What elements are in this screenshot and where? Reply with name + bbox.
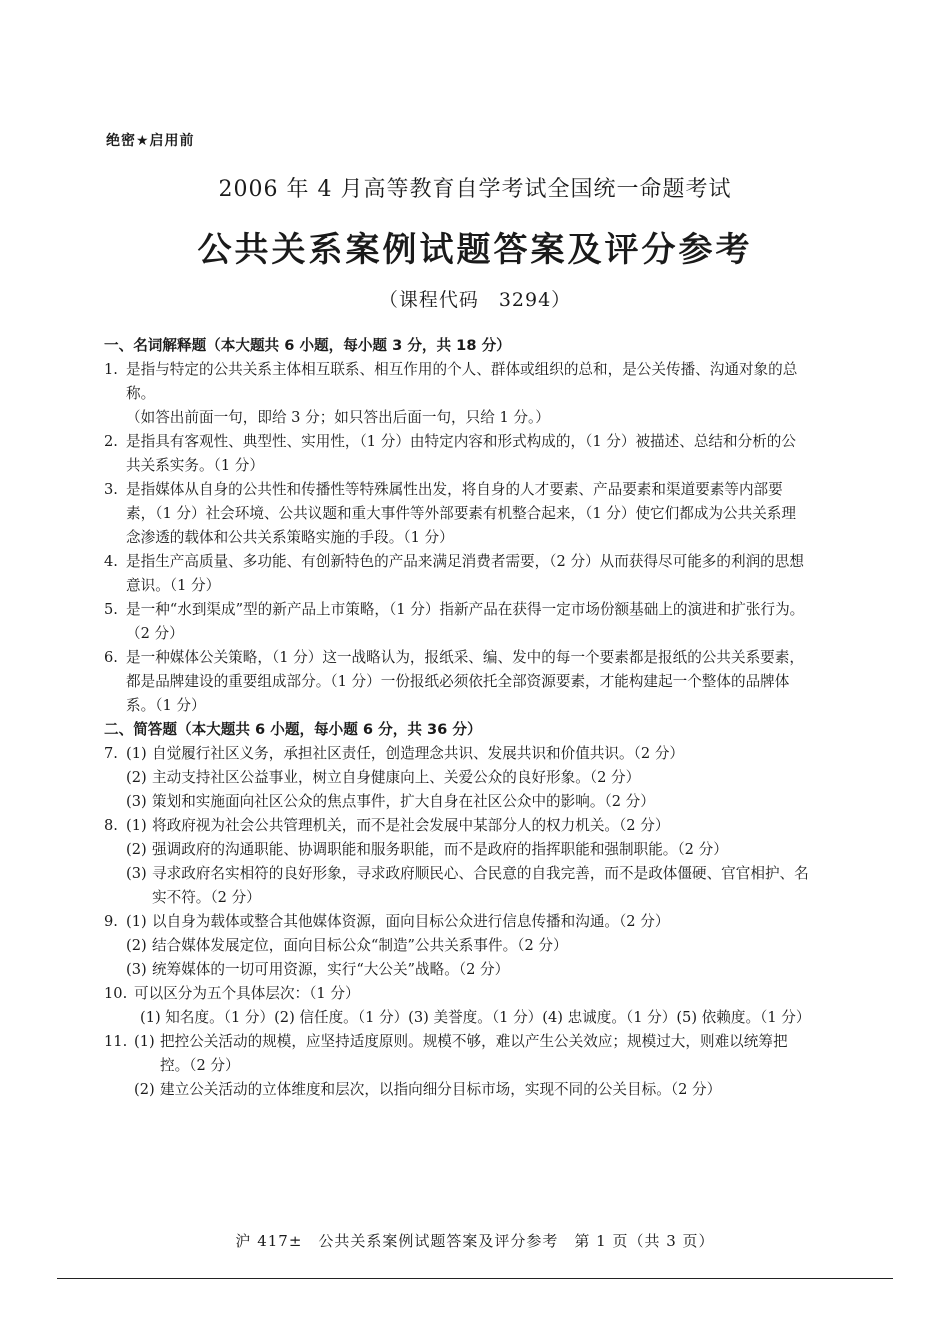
item-number: 11. [104,1033,128,1050]
item-number: 3. [104,481,118,498]
sub-answer [126,862,810,910]
sub-number: (2) [126,769,147,786]
answer-item-7 [104,742,810,814]
sub-answer [134,1078,810,1102]
item-number: 4. [104,553,118,570]
sub-text: 结合媒体发展定位，面向目标公众“制造”公共关系事件。（2 分） [152,937,568,954]
sub-text: 建立公关活动的立体维度和层次，以指向细分目标市场，实现不同的公关目标。（2 分） [160,1081,722,1098]
sub-number: (2) [134,1081,155,1098]
sub-text: 统筹媒体的一切可用资源，实行“大公关”战略。（2 分） [152,961,510,978]
sub-number: (3) [126,865,147,882]
sub-answer [134,1006,810,1030]
sub-text: 将政府视为社会公共管理机关，而不是社会发展中某部分人的权力机关。（2 分） [152,817,670,834]
sub-answer [126,910,810,934]
sub-answer [126,838,810,862]
sub-number: (1) [126,745,147,762]
exam-title: 2006 年 4 月高等教育自学考试全国统一命题考试 [218,177,732,202]
page-footer: 沪 417± 公共关系案例试题答案及评分参考 第 1 页（共 3 页） [235,1232,715,1250]
sub-text: 自觉履行社区义务，承担社区责任，创造理念共识、发展共识和价值共识。（2 分） [152,745,685,762]
answer-item-9 [104,910,810,982]
answer-item-8 [104,814,810,910]
item-number: 8. [104,817,118,834]
sub-answer [126,790,810,814]
sub-answer [126,934,810,958]
confidential-mark: 绝密★启用前 [106,133,195,149]
course-code: （课程代码 3294） [378,289,572,311]
answer-item-5 [104,598,810,646]
item-text: 是一种媒体公关策略，（1 分）这一战略认为，报纸采、编、发中的每一个要素都是报纸的公共关系要素，都是品牌建设的重要组成部分。（1 分）一份报纸必须依托全部资源要素，才能构建起一个整体的品牌体系。（1 分） [126,649,804,714]
sub-answer [126,766,810,790]
sub-number: (1) [126,817,147,834]
sub-number: (1) [126,913,147,930]
item-text: 是指与特定的公共关系主体相互联系、相互作用的个人、群体或组织的总和，是公关传播、沟通对象的总称。 [126,361,798,402]
sub-answer [134,1030,810,1078]
sub-text: 以自身为载体或整合其他媒体资源，面向目标公众进行信息传播和沟通。（2 分） [152,913,670,930]
sub-answer [126,742,810,766]
sub-number: (2) [126,937,147,954]
item-number: 5. [104,601,118,618]
answer-item-1 [104,358,810,430]
answer-item-2 [104,430,810,478]
sub-answer [126,814,810,838]
sub-number: (1) [134,1033,155,1050]
answer-item-3 [104,478,810,550]
item-number: 6. [104,649,118,666]
item-text: 是指具有客观性、典型性、实用性，（1 分）由特定内容和形式构成的，（1 分）被描述、总结和分析的公共关系实务。（1 分） [126,433,796,474]
answer-item-6 [104,646,810,718]
sub-text: 强调政府的沟通职能、协调职能和服务职能，而不是政府的指挥职能和强制职能。（2 分） [152,841,728,858]
item-number: 10. [104,985,128,1002]
section-heading-short-answer: 二、简答题（本大题共 6 小题，每小题 6 分，共 36 分） [104,721,482,738]
answer-body [104,334,810,1102]
sub-text: 把控公关活动的规模，应坚持适度原则。规模不够，难以产生公关效应；规模过大，则难以统筹把控。（2 分） [160,1033,788,1074]
sub-number: (2) [126,841,147,858]
sub-text: (1) 知名度。（1 分）(2) 信任度。（1 分）(3) 美誉度。（1 分）(4) 忠诚度。（1 分）(5) 依赖度。（1 分） [140,1009,811,1026]
item-number: 7. [104,745,118,762]
item-number: 2. [104,433,118,450]
answer-item-10 [104,982,810,1030]
item-number: 1. [104,361,118,378]
item-text: 是指生产高质量、多功能、有创新特色的产品来满足消费者需要，（2 分）从而获得尽可能多的利润的思想意识。（1 分） [126,553,804,594]
sub-text: 寻求政府名实相符的良好形象，寻求政府顺民心、合民意的自我完善，而不是政体僵硬、官官相护、名实不符。（2 分） [152,865,809,906]
bottom-rule [57,1278,893,1279]
item-number: 9. [104,913,118,930]
sub-number: (3) [126,793,147,810]
answer-item-11 [104,1030,810,1102]
document-title: 公共关系案例试题答案及评分参考 [197,230,753,270]
item-note: （如答出前面一句，即给 3 分；如只答出后面一句，只给 1 分。） [126,409,550,426]
item-text: 是一种“水到渠成”型的新产品上市策略，（1 分）指新产品在获得一定市场份额基础上的演进和扩张行为。（2 分） [126,601,805,642]
sub-answer [126,958,810,982]
section-heading-definitions: 一、名词解释题（本大题共 6 小题，每小题 3 分，共 18 分） [104,337,511,354]
item-lead: 可以区分为五个具体层次：（1 分） [134,985,360,1002]
sub-text: 主动支持社区公益事业，树立自身健康向上、关爱公众的良好形象。（2 分） [152,769,641,786]
sub-text: 策划和实施面向社区公众的焦点事件，扩大自身在社区公众中的影响。（2 分） [152,793,655,810]
item-text: 是指媒体从自身的公共性和传播性等特殊属性出发，将自身的人才要素、产品要素和渠道要素等内部要素，（1 分）社会环境、公共议题和重大事件等外部要素有机整合起来，（1 分）使它们都成为公共关系理念渗透的载体和公共关系策略实施的手段。（1 分） [126,481,796,546]
answer-item-4 [104,550,810,598]
sub-number: (3) [126,961,147,978]
